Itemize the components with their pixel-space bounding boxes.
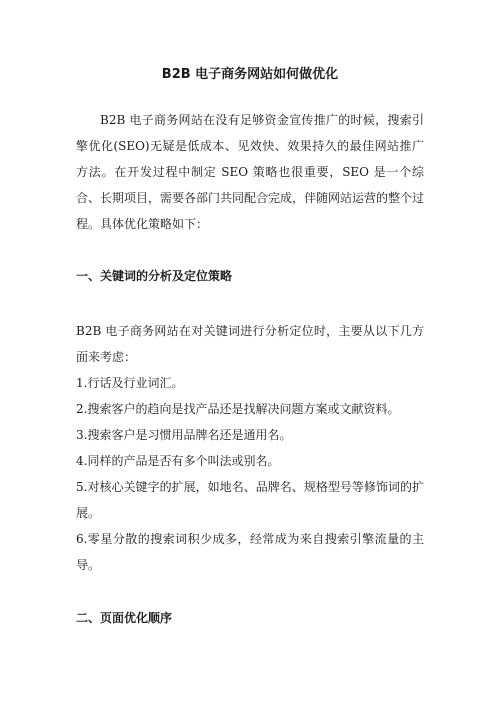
section-heading-page-order: 二、页面优化顺序 — [76, 611, 173, 625]
list-item: 5.对核心关键字的扩展，如地名、品牌名、规格型号等修饰词的扩展。 — [76, 480, 424, 520]
list-item: 6.零星分散的搜索词积少成多，经常成为来自搜索引擎流量的主导。 — [76, 532, 424, 572]
section-lead-paragraph: B2B 电子商务网站在对关键词进行分析定位时，主要从以下几方面来考虑： — [76, 324, 424, 364]
section-keywords-body — [76, 318, 424, 578]
section-heading-keywords: 一、关键词的分析及定位策略 — [76, 269, 233, 283]
document-title: B2B 电子商务网站如何做优化 — [161, 67, 339, 82]
list-item: 3.搜索客户是习惯用品牌名还是通用名。 — [76, 428, 292, 442]
list-item: 2.搜索客户的趋向是找产品还是找解决问题方案或文献资料。 — [76, 402, 400, 416]
list-item: 4.同样的产品是否有多个叫法或别名。 — [76, 454, 280, 468]
list-item: 1.行话及行业词汇。 — [76, 376, 184, 390]
intro-paragraph: B2B 电子商务网站在没有足够资金宣传推广的时候，搜索引擎优化(SEO)无疑是低成本、见效快、效果持久的最佳网站推广方法。在开发过程中制定 SEO 策略也很重要，SEO 是一个综合、长期项目，需要各部门共同配合完成，伴随网站运营的整个过程。具体优化策略如下： — [76, 113, 425, 231]
